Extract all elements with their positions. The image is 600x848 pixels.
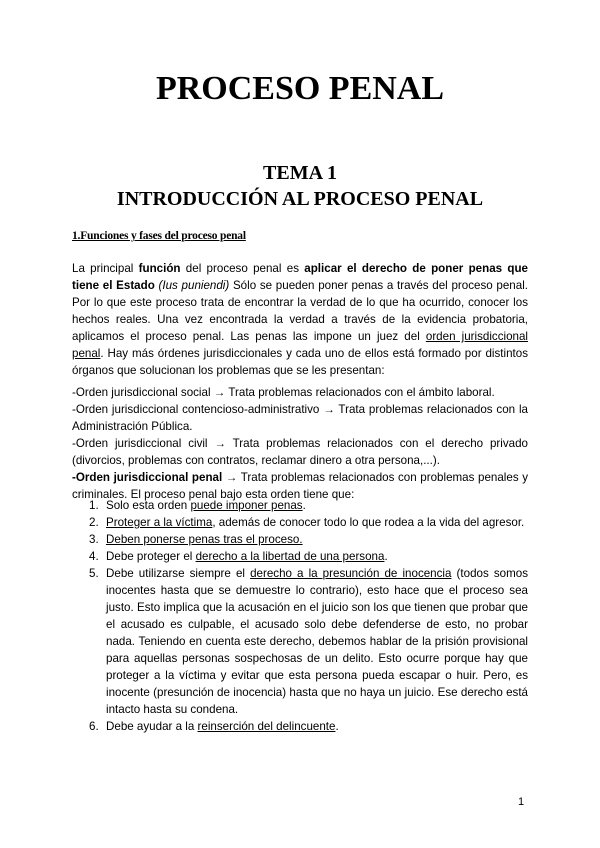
list-text: Debe proteger el xyxy=(106,550,196,563)
list-text-end: . xyxy=(302,499,306,512)
tema-title: INTRODUCCIÓN AL PROCESO PENAL xyxy=(116,188,484,210)
order-penal-text: → Trata problemas relacionados con problemas penales y criminales. El proceso penal bajo esta orden tiene que: xyxy=(72,471,529,501)
list-item xyxy=(72,718,528,735)
list-underlined: derecho a la presunción de inocencia xyxy=(250,567,452,580)
list-text: Debe utilizarse siempre el xyxy=(106,567,251,580)
list-text-end: . xyxy=(384,550,388,563)
intro-text-1: La principal xyxy=(72,262,139,275)
list-number: 5. xyxy=(89,567,99,580)
list-text: Debe ayudar a la xyxy=(106,720,198,733)
list-item xyxy=(72,548,528,565)
jurisdictional-orders xyxy=(72,384,528,503)
penal-process-list xyxy=(72,497,528,735)
list-text-end: (todos somos inocentes hasta que se demuestre lo contrario), esto hace que el proceso sea justo. Esto implica que la acusación en el juicio son los que tienen que probar que el acusado es culpable, el acusado solo debe defenderse de esto, no probar nada. Teniendo en cuenta este derecho, debemos hablar de la prisión provisional para aquellas personas sospechosas de un delito. Esto ocurre porque hay que proteger a la víctima y evitar que esta persona pueda escapar o huir. Pero, es inocente (presunción de inocencia) hasta que no haya un juicio. Ese derecho está intacto hasta su condena. xyxy=(106,567,528,716)
list-underlined: Deben ponerse penas tras el proceso. xyxy=(106,533,303,546)
order-social: -Orden jurisdiccional social → Trata problemas relacionados con el ámbito laboral. xyxy=(72,386,495,399)
intro-bold-funcion: función xyxy=(138,262,181,275)
list-text-end: . xyxy=(335,720,339,733)
page-number: 1 xyxy=(518,796,525,808)
list-underlined: derecho a la libertad de una persona xyxy=(195,550,385,563)
list-number: 3. xyxy=(89,533,99,546)
list-text-end: , además de conocer todo lo que rodea a la vida del agresor. xyxy=(212,516,525,529)
intro-underline-orden: orden jurisdiccional penal xyxy=(72,330,528,360)
section-heading: 1.Funciones y fases del proceso penal xyxy=(72,230,246,242)
document-title: PROCESO PENAL xyxy=(155,70,445,107)
list-item xyxy=(72,497,528,514)
intro-italic-ius: (Ius puniendi) xyxy=(158,279,230,292)
list-number: 2. xyxy=(89,516,99,529)
order-contencioso: -Orden jurisdiccional contencioso-administrativo → Trata problemas relacionados con la Administración Pública. xyxy=(72,403,528,433)
tema-heading xyxy=(0,160,600,212)
intro-bold-derecho: aplicar el derecho de poner penas que tiene el Estado xyxy=(72,262,529,292)
intro-text-4: . Hay más órdenes jurisdiccionales y cada uno de ellos está formado por distintos órganos que solucionan los problemas que se les presentan: xyxy=(72,347,528,377)
order-penal-label: -Orden jurisdiccional penal xyxy=(72,471,223,484)
list-number: 4. xyxy=(89,550,99,563)
list-item xyxy=(72,565,528,718)
list-number: 1. xyxy=(89,499,99,512)
list-underlined: puede imponer penas xyxy=(190,499,303,512)
list-number: 6. xyxy=(89,720,99,733)
tema-number: TEMA 1 xyxy=(263,162,337,184)
list-item xyxy=(72,531,528,548)
intro-paragraph xyxy=(72,260,528,379)
intro-text-3: Sólo se pueden poner penas a través del proceso penal. Por lo que este proceso trata de encontrar la verdad de lo que ha ocurrido, conocer los hechos reales. Una vez encontrada la verdad a través de la evidencia probatoria, aplicamos el proceso penal. Las penas las impone un juez del xyxy=(72,279,528,343)
list-underlined: Proteger a la víctima xyxy=(106,516,213,529)
list-underlined: reinserción del delincuente xyxy=(197,720,336,733)
list-text: Solo esta orden xyxy=(106,499,191,512)
intro-text-2: del proceso penal es xyxy=(180,262,305,275)
order-civil: -Orden jurisdiccional civil → Trata problemas relacionados con el derecho privado (divorcios, problemas con contratos, reclamar dinero a otra persona,...). xyxy=(72,437,528,467)
list-item xyxy=(72,514,528,531)
